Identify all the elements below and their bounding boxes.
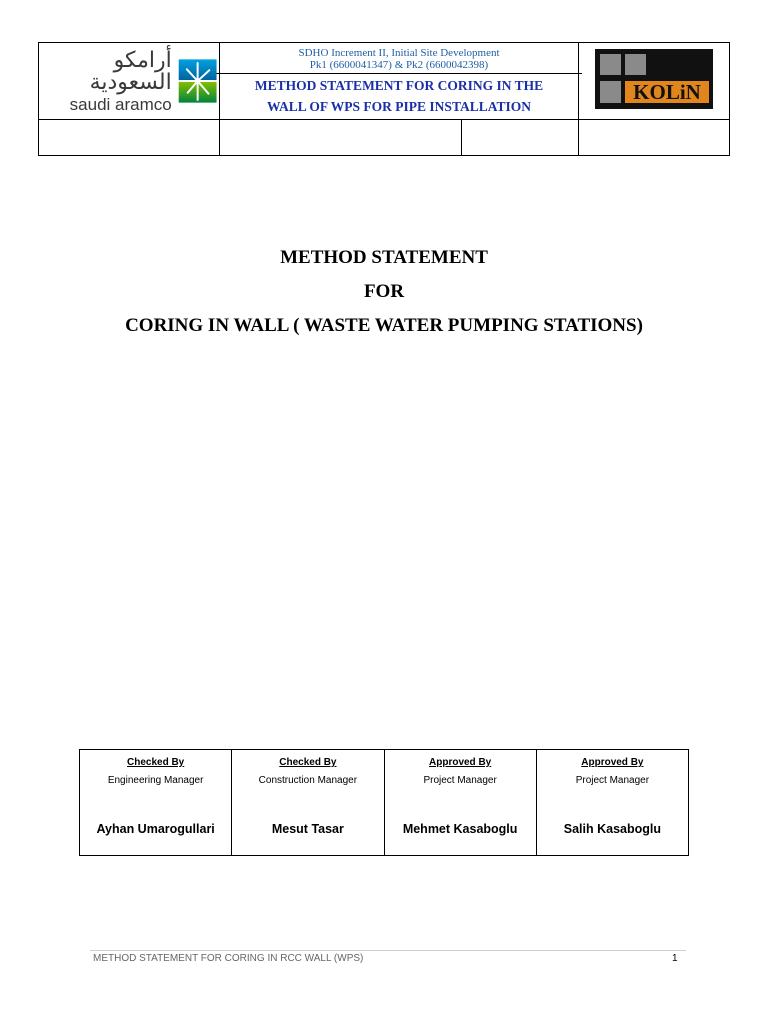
signature-name: Salih Kasaboglu (563, 822, 661, 836)
project-name: SDHO Increment II, Initial Site Development (298, 46, 500, 59)
main-heading-line-2: FOR (363, 281, 405, 302)
signature-role: Approved By (581, 757, 644, 768)
document-title-line-1: METHOD STATEMENT FOR CORING IN THE (254, 77, 544, 93)
signature-table (79, 749, 689, 856)
header-empty-cell-4 (579, 120, 730, 156)
project-package-numbers: Pk1 (6600041347) & Pk2 (6600042398) (309, 58, 489, 71)
signature-title: Project Manager (575, 775, 650, 786)
signature-role: Checked By (127, 757, 185, 768)
main-heading-line-3: CORING IN WALL ( WASTE WATER PUMPING STATIONS) (125, 315, 643, 336)
document-title-line-2: WALL OF WPS FOR PIPE INSTALLATION (267, 98, 531, 114)
header-empty-cell-2 (220, 120, 462, 156)
footer-divider (90, 950, 686, 951)
page-number: 1 (672, 953, 678, 964)
kolin-logo-text: KOLiN (633, 79, 701, 104)
signature-title: Construction Manager (258, 775, 358, 786)
aramco-logo-cell (39, 43, 220, 120)
header-empty-cell-3 (462, 120, 579, 156)
signature-cell (536, 750, 688, 856)
signature-role: Approved By (429, 757, 492, 768)
aramco-logo (39, 47, 219, 114)
aramco-arabic-name: أرامكو السعودية (89, 47, 172, 95)
signature-title: Engineering Manager (107, 775, 204, 786)
signature-name: Mehmet Kasaboglu (402, 822, 518, 836)
aramco-english-name: saudi aramco (69, 94, 172, 114)
signature-role: Checked By (279, 757, 337, 768)
signature-name: Ayhan Umarogullari (96, 822, 215, 836)
signature-cell (232, 750, 384, 856)
kolin-logo-icon (594, 48, 714, 110)
document-title-cell (220, 43, 579, 120)
header-empty-cell-1 (39, 120, 220, 156)
signature-title: Project Manager (423, 775, 497, 786)
header-table (38, 42, 730, 156)
aramco-star-icon (176, 55, 219, 107)
signature-name: Mesut Tasar (271, 822, 344, 836)
signature-cell (80, 750, 232, 856)
signature-cell (384, 750, 536, 856)
footer-document-title: METHOD STATEMENT FOR CORING IN RCC WALL (WPS) (93, 953, 364, 964)
main-heading-line-1: METHOD STATEMENT (280, 247, 488, 268)
kolin-logo-cell (579, 43, 730, 120)
